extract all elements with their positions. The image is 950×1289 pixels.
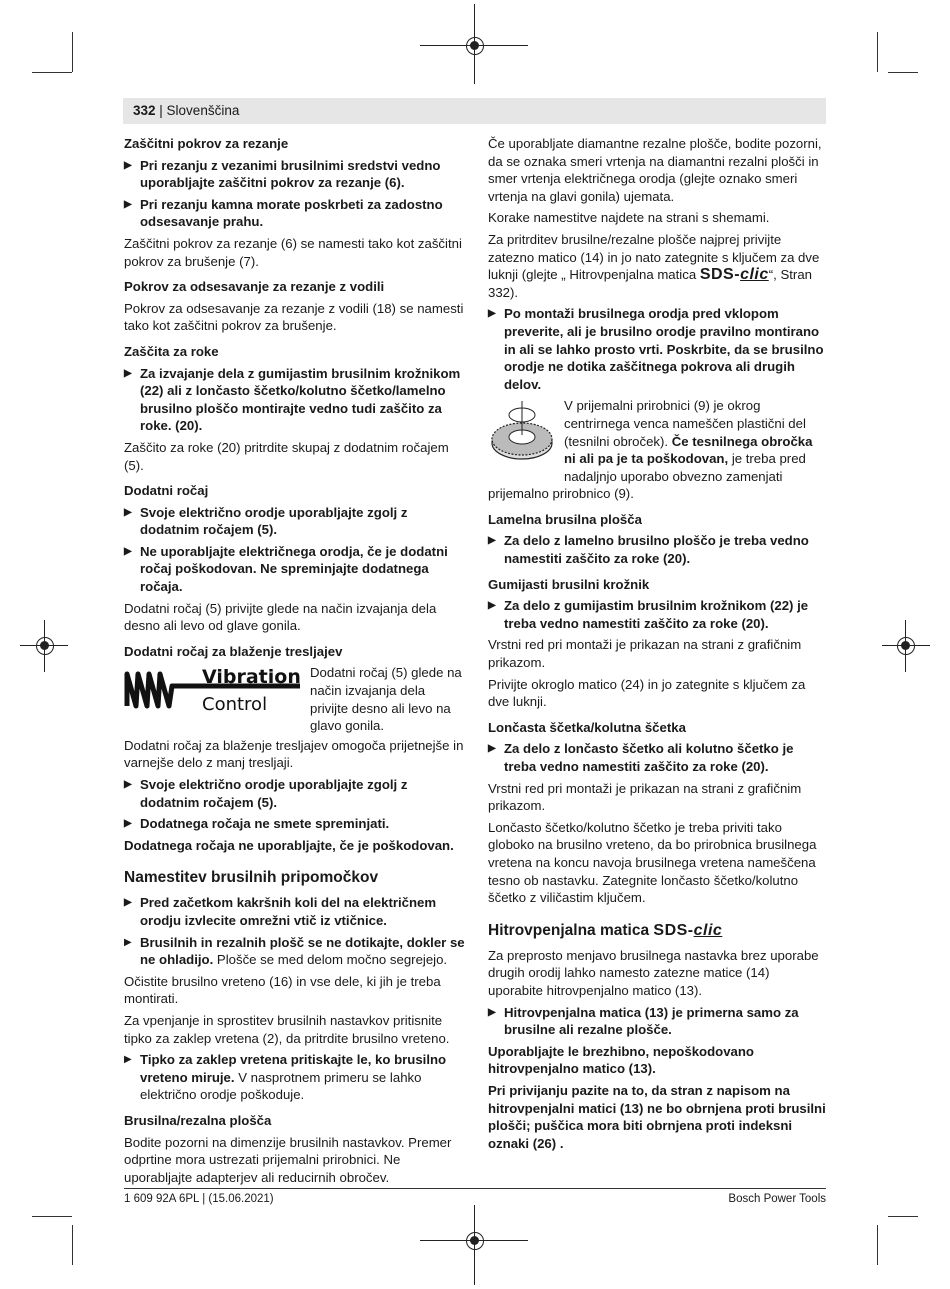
section-title: Brusilna/rezalna plošča: [124, 1112, 272, 1128]
bullet-bold-part: Tipko za zaklep vretena pritiskajte le, ko brusilno vreteno miruje.: [140, 1052, 447, 1085]
paragraph: Če uporabljate diamantne rezalne plošče, bodite pozorni, da se oznaka smeri vrtenja na diamantni rezalni plošči in smer vrtenja električnega orodja (glejte oznako smeri vrtenja na glavi gonila) ujemata.: [488, 136, 822, 204]
section-title: Lamelna brusilna plošča: [488, 511, 642, 527]
warning-bullet: ▶ Po montaži brusilnega orodja pred vklopom preverite, ali je brusilno orodje pravilno montirano in ali se lahko prosto vrti. Poskrbite, da se brusilno orodje ne dotika zaščitnega pokrova ali drugih delov.: [488, 305, 826, 393]
sds-clic-logo: [653, 922, 722, 939]
section-title: Pokrov za odsesavanje za rezanje z vodili: [124, 279, 385, 295]
warning-bullet: ▶ Za izvajanje dela z gumijastim brusilnim krožnikom (22) ali z lončasto ščetko/kolutno ščetko/lamelno brusilno ploščo montirajte vedno tudi zaščito za roke. (20).: [124, 365, 466, 435]
paragraph: Vrstni red pri montaži je prikazan na strani z grafičnim prikazom.: [488, 637, 802, 671]
control-word: Control: [202, 694, 268, 716]
paragraph-part: Za pritrditev brusilne/rezalne plošče najprej privijte zatezno matico (14) in jo nato zategnite s ključem za dve luknji (glejte „ Hitrovpenjalna matica: [488, 231, 820, 283]
footer-brand: Bosch Power Tools: [728, 1193, 826, 1205]
header-text: 332 | Slovenščina: [133, 103, 240, 118]
ring-text-a: V prijemalni prirobnici (9) je okrog centrirnega venca nameščen plastični del (tesnilni obroček).: [564, 398, 806, 449]
crop-mark: [877, 1225, 878, 1265]
bullet-rest-part: V nasprotnem primeru se lahko električno orodje poškoduje.: [140, 1069, 422, 1103]
clic-logo-text: clic: [740, 266, 769, 284]
crop-mark: [72, 32, 73, 72]
warning-bullet: ▶ Dodatnega ročaja ne smete spreminjati.: [124, 815, 466, 833]
section-title: Lončasta ščetka/kolutna ščetka: [488, 719, 686, 735]
ring-text-b: je treba pred nadaljnjo uporabo obvezno zamenjati prijemalno prirobnico (9).: [488, 451, 806, 502]
page-number: 332: [133, 103, 156, 118]
paragraph: [488, 231, 826, 301]
warning-bullet: [124, 1051, 466, 1104]
paragraph: Privijte okroglo matico (24) in jo zategnite s ključem za dve luknji.: [488, 676, 806, 710]
warning-bullet: ▶ Hitrovpenjalna matica (13) je primerna samo za brusilne ali rezalne plošče.: [488, 1004, 826, 1039]
sds-logo-text: SDS-: [653, 921, 694, 939]
paragraph: Vrstni red pri montaži je prikazan na strani z grafičnim prikazom.: [488, 780, 802, 814]
vibration-side-text: Dodatni ročaj (5) glede na način izvajanja dela privijte desno ali levo na glavo gonila.: [310, 665, 462, 734]
warning-bullet: ▶ Pred začetkom kakršnih koli del na električnem orodju izvlecite omrežni vtič iz vtičnice.: [124, 894, 466, 929]
footer-rule: [124, 1188, 826, 1189]
sealing-ring-illustration: [488, 399, 556, 467]
paragraph: Bodite pozorni na dimenzije brusilnih nastavkov. Premer odprtine mora ustrezati prijemalni prirobnici. Ne uporabljajte adapterjev ali reducirnih obročev.: [124, 1134, 452, 1185]
registration-target-icon: [466, 1232, 484, 1250]
warning-bullet: ▶ Pri rezanju z vezanimi brusilnimi sredstvi vedno uporabljajte zaščitni pokrov za rezanje (6).: [124, 157, 466, 192]
sds-logo-text: SDS-: [699, 266, 741, 284]
crop-mark: [877, 32, 878, 72]
warning-bullet: [124, 934, 466, 969]
paragraph: Dodatni ročaj (5) privijte glede na način izvajanja dela desno ali levo od glave gonila.: [124, 600, 437, 634]
paragraph: Pokrov za odsesavanje za rezanje z vodili (18) se namesti tako kot zaščitni pokrov za brušenje.: [124, 300, 464, 334]
paragraph: Korake namestitve najdete na strani s shemami.: [488, 210, 770, 226]
registration-target-icon: [36, 637, 54, 655]
registration-target-icon: [466, 37, 484, 55]
paragraph: Očistite brusilno vreteno (16) in vse dele, ki jih je treba montirati.: [124, 973, 441, 1007]
ring-text-bold: Če tesnilnega obročka ni ali pa je ta poškodovan,: [564, 433, 813, 467]
sds-clic-logo: [700, 266, 769, 283]
warning-bullet: ▶ Svoje električno orodje uporabljajte zgolj z dodatnim ročajem (5).: [124, 776, 466, 811]
section-title: Zaščita za roke: [124, 343, 219, 359]
chapter-title-text: Hitrovpenjalna matica: [488, 921, 654, 939]
section-title: Zaščitni pokrov za rezanje: [124, 136, 289, 151]
warning-bullet: ▶ Svoje električno orodje uporabljajte zgolj z dodatnim ročajem (5).: [124, 504, 466, 539]
registration-target-icon: [897, 637, 915, 655]
page-header: [123, 98, 826, 124]
bullet-bold-part: Brusilnih in rezalnih plošč se ne dotikajte, dokler se ne ohladijo.: [140, 934, 465, 968]
paragraph: Zaščito za roke (20) pritrdite skupaj z dodatnim ročajem (5).: [124, 439, 449, 473]
crop-mark: [72, 1225, 73, 1265]
paragraph: Lončasto ščetko/kolutno ščetko je treba priviti tako globoko na brusilno vreteno, da bo prirobnica brusilnega vretena na koncu navoja brusilnega vretena nameščena tesno ob nastavku. Zategnite lončasto ščetko/kolutno ščetko z viličastim ključem.: [488, 819, 817, 906]
section-title: Dodatni ročaj: [124, 483, 209, 499]
paragraph-part: “, Stran 332).: [488, 267, 812, 300]
paragraph: Za vpenjanje in sprostitev brusilnih nastavkov pritisnite tipko za zaklep vretena (2), da pritrdite brusilno vreteno.: [124, 1012, 450, 1046]
warning-bullet: ▶ Za delo z gumijastim brusilnim krožnikom (22) je treba vedno namestiti zaščito za roke (20).: [488, 597, 826, 632]
paragraph: Za preprosto menjavo brusilnega nastavka brez uporabe drugih orodij lahko namesto zatezne matice (14) uporabite hitrovpenjalno matico (13).: [488, 947, 819, 998]
bold-paragraph: Uporabljajte le brezhibno, nepoškodovano hitrovpenjalno matico (13).: [488, 1043, 754, 1077]
warning-bullet: ▶ Ne uporabljajte električnega orodja, če je dodatni ročaj poškodovan. Ne spreminjajte dodatnega ročaja.: [124, 543, 466, 596]
crop-mark: [888, 72, 918, 73]
crop-mark: [32, 1216, 72, 1217]
vibration-word: Vibration: [202, 666, 301, 689]
chapter-title: Namestitev brusilnih pripomočkov: [124, 869, 379, 887]
paragraph: Zaščitni pokrov za rezanje (6) se namesti tako kot zaščitni pokrov za brušenje (7).: [124, 235, 462, 269]
paragraph: Dodatni ročaj za blaženje tresljajev omogoča prijetnejše in varnejše delo z manj tresljaji.: [124, 737, 464, 771]
header-language: Slovenščina: [166, 103, 240, 118]
bullet-rest-part: Plošče se med delom močno segrejejo.: [213, 952, 448, 968]
sealing-ring-block: [488, 397, 826, 503]
warning-bullet: ▶ Pri rezanju kamna morate poskrbeti za zadostno odsesavanje prahu.: [124, 196, 466, 231]
section-title: Gumijasti brusilni krožnik: [488, 576, 650, 592]
clic-logo-text: clic: [693, 921, 723, 939]
chapter-title: [488, 921, 826, 941]
left-column: [124, 135, 466, 1190]
vibration-control-block: [124, 664, 466, 734]
section-title: Dodatni ročaj za blaženje tresljajev: [124, 643, 343, 659]
right-column: [488, 135, 826, 1156]
vibration-control-logo: [124, 664, 302, 716]
crop-mark: [32, 72, 72, 73]
footer-doc-number: 1 609 92A 6PL | (15.06.2021): [124, 1193, 274, 1205]
bold-paragraph: Dodatnega ročaja ne uporabljajte, če je poškodovan.: [124, 837, 454, 853]
warning-bullet: ▶ Za delo z lamelno brusilno ploščo je treba vedno namestiti zaščito za roke (20).: [488, 532, 826, 567]
warning-bullet: ▶ Za delo z lončasto ščetko ali kolutno ščetko je treba vedno namestiti zaščito za roke (20).: [488, 740, 826, 775]
bold-paragraph: Pri privijanju pazite na to, da stran z napisom na hitrovpenjalni matici (13) ne bo obrnjena proti brusilni plošči; puščica mora biti obrnjena proti indeksni oznaki (26) .: [488, 1082, 826, 1151]
crop-mark: [888, 1216, 918, 1217]
